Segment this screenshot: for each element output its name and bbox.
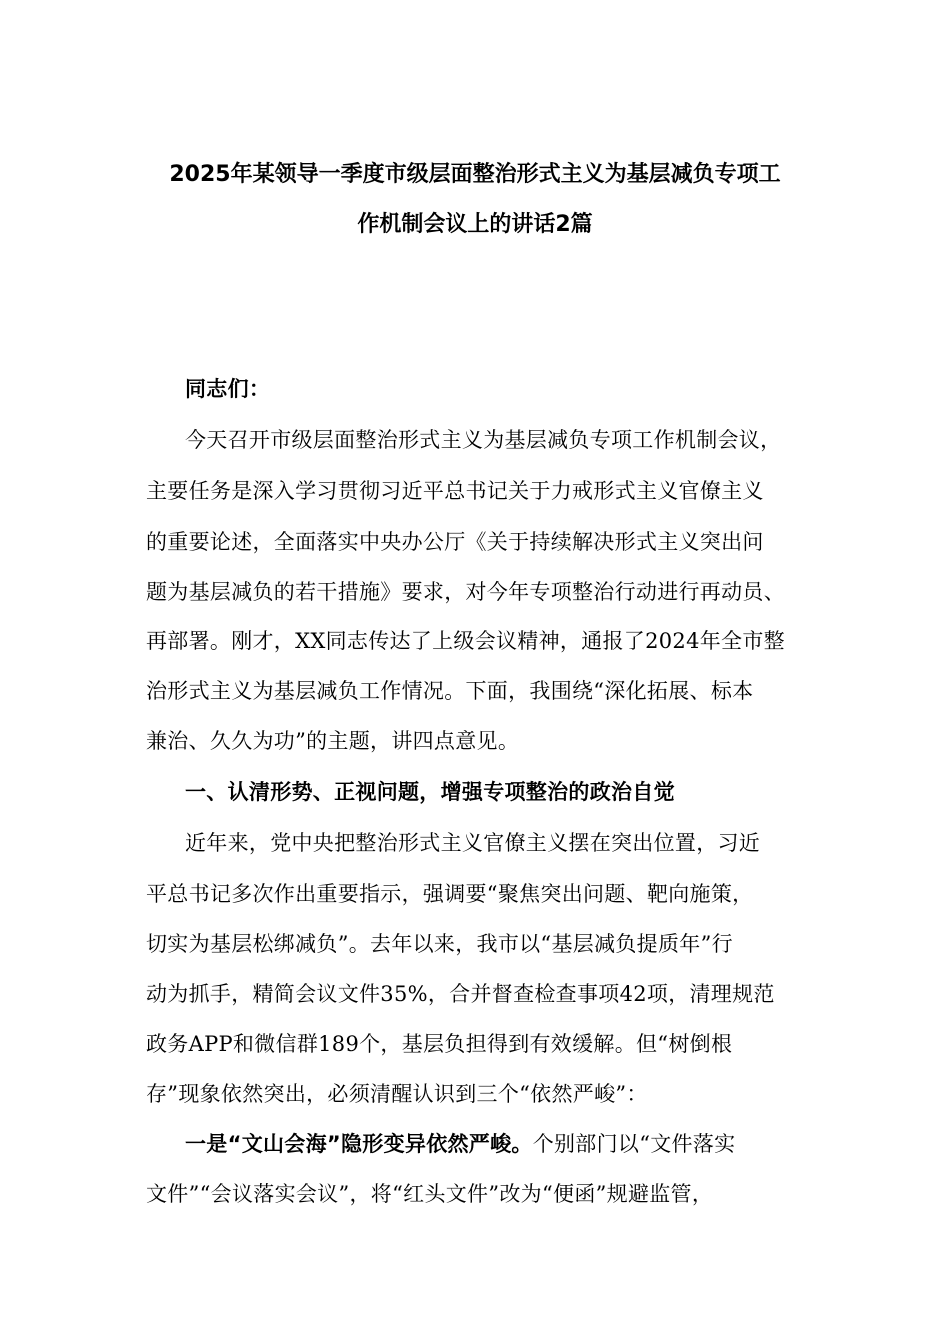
point-1-line-1 <box>185 1129 845 1159</box>
document-title-line-1: 2025年某领导一季度市级层面整治形式主义为基层减负专项工 <box>169 162 781 187</box>
point-1-rest: 个别部门以“文件落实 <box>532 1132 736 1156</box>
salutation: 同志们： <box>185 377 271 401</box>
intro-line-6: 治形式主义为基层减负工作情况。下面，我围绕“深化拓展、标本 <box>146 679 754 703</box>
section-1-line-6: 存”现象依然突出，必须清醒认识到三个“依然严峻”： <box>146 1082 648 1106</box>
intro-line-2: 主要任务是深入学习贯彻习近平总书记关于力戒形式主义官僚主义 <box>146 479 764 503</box>
section-1-line-2: 平总书记多次作出重要指示，强调要“聚焦突出问题、靶向施策， <box>146 882 754 906</box>
intro-line-1: 今天召开市级层面整治形式主义为基层减负专项工作机制会议， <box>185 428 782 452</box>
point-1-line-2: 文件”“会议落实会议”，将“红头文件”改为“便函”规避监管， <box>146 1182 714 1206</box>
section-1-line-1: 近年来，党中央把整治形式主义官僚主义摆在突出位置，习近 <box>185 831 761 855</box>
intro-line-5: 再部署。刚才，XX同志传达了上级会议精神，通报了2024年全市整 <box>146 629 785 653</box>
section-1-line-3: 切实为基层松绑减负”。去年以来，我市以“基层减负提质年”行 <box>146 932 733 956</box>
intro-line-4: 题为基层减负的若干措施》要求，对今年专项整治行动进行再动员、 <box>146 580 785 604</box>
section-1-line-4: 动为抓手，精简会议文件35%，合并督查检查事项42项，清理规范 <box>146 982 775 1006</box>
section-1-line-5: 政务APP和微信群189个，基层负担得到有效缓解。但“树倒根 <box>146 1032 733 1056</box>
intro-line-7: 兼治、久久为功”的主题，讲四点意见。 <box>146 729 520 753</box>
intro-line-3: 的重要论述，全面落实中央办公厅《关于持续解决形式主义突出问 <box>146 530 764 554</box>
section-1-heading: 一、认清形势、正视问题，增强专项整治的政治自觉 <box>185 780 675 804</box>
document-title-line-2: 作机制会议上的讲话2篇 <box>357 212 593 237</box>
point-1-lead: 一是“文山会海”隐形变异依然严峻。 <box>185 1132 533 1156</box>
